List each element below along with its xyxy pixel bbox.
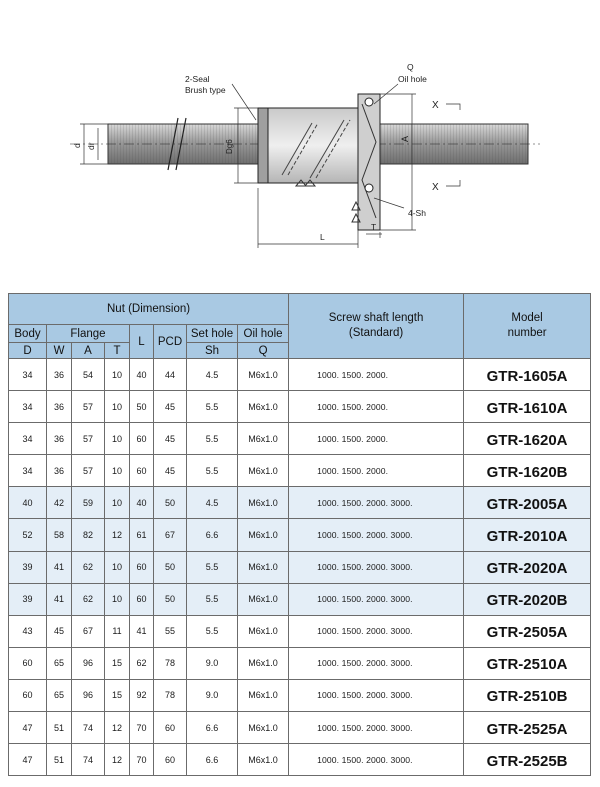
flange-t-cell: 15 bbox=[105, 647, 130, 679]
body-d-cell: 40 bbox=[9, 487, 47, 519]
body-d-cell: 52 bbox=[9, 519, 47, 551]
set-hole-cell: 4.5 bbox=[187, 359, 238, 391]
model-number-cell: GTR-1605A bbox=[464, 359, 591, 391]
oil-hole-cell: M6x1.0 bbox=[238, 487, 289, 519]
model-number-cell: GTR-1620A bbox=[464, 423, 591, 455]
pcd-header: PCD bbox=[154, 325, 187, 359]
flange-a-cell: 62 bbox=[72, 583, 105, 615]
model-number-cell: GTR-2005A bbox=[464, 487, 591, 519]
flange-t-cell: 10 bbox=[105, 551, 130, 583]
nut-dimension-header: Nut (Dimension) bbox=[9, 294, 289, 325]
flange-a-cell: 67 bbox=[72, 615, 105, 647]
set-hole-cell: 5.5 bbox=[187, 391, 238, 423]
body-d-cell: 34 bbox=[9, 359, 47, 391]
flange-a-cell: 57 bbox=[72, 455, 105, 487]
pcd-cell: 55 bbox=[154, 615, 187, 647]
seal-label-line1: 2-Seal bbox=[185, 74, 210, 84]
pcd-cell: 60 bbox=[154, 744, 187, 776]
table-row bbox=[9, 615, 591, 647]
set-hole-cell: 5.5 bbox=[187, 583, 238, 615]
oil-hole-label: Oil hole bbox=[398, 74, 427, 84]
flange-w-cell: 51 bbox=[47, 712, 72, 744]
set-hole-cell: 5.5 bbox=[187, 455, 238, 487]
length-l-cell: 60 bbox=[130, 455, 154, 487]
seal-label-line2: Brush type bbox=[185, 85, 226, 95]
model-line2: number bbox=[507, 327, 547, 339]
d-label: d bbox=[72, 143, 82, 148]
model-number-header bbox=[464, 294, 591, 359]
ball-screw-technical-drawing bbox=[0, 0, 600, 270]
screw-shaft-length-header bbox=[289, 294, 464, 359]
body-d-cell: 60 bbox=[9, 679, 47, 711]
flange-a-cell: 59 bbox=[72, 487, 105, 519]
screw-length-cell: 1000. 1500. 2000. bbox=[289, 391, 464, 423]
set-hole-header: Set hole bbox=[187, 325, 238, 343]
flange-a-cell: 74 bbox=[72, 712, 105, 744]
set-hole-cell: 6.6 bbox=[187, 712, 238, 744]
ball-nut bbox=[258, 94, 380, 230]
flange-t-cell: 10 bbox=[105, 583, 130, 615]
table-row bbox=[9, 744, 591, 776]
table-row bbox=[9, 359, 591, 391]
set-hole-cell: 9.0 bbox=[187, 647, 238, 679]
q-symbol-header: Q bbox=[238, 343, 289, 359]
length-l-cell: 40 bbox=[130, 487, 154, 519]
l-label: L bbox=[320, 232, 325, 242]
flange-header: Flange bbox=[47, 325, 130, 343]
oil-hole-cell: M6x1.0 bbox=[238, 455, 289, 487]
set-hole-cell: 6.6 bbox=[187, 519, 238, 551]
flange-w-cell: 36 bbox=[47, 391, 72, 423]
body-d-cell: 47 bbox=[9, 712, 47, 744]
q-label: Q bbox=[407, 62, 414, 72]
d-symbol-header: D bbox=[9, 343, 47, 359]
screw-length-cell: 1000. 1500. 2000. 3000. bbox=[289, 679, 464, 711]
oil-hole-cell: M6x1.0 bbox=[238, 744, 289, 776]
oil-hole-cell: M6x1.0 bbox=[238, 391, 289, 423]
model-number-cell: GTR-2525B bbox=[464, 744, 591, 776]
flange-t-cell: 10 bbox=[105, 487, 130, 519]
screw-length-cell: 1000. 1500. 2000. 3000. bbox=[289, 744, 464, 776]
flange-t-cell: 12 bbox=[105, 519, 130, 551]
a-label: A bbox=[400, 135, 410, 142]
flange-w-cell: 65 bbox=[47, 679, 72, 711]
table-row bbox=[9, 391, 591, 423]
oil-hole-cell: M6x1.0 bbox=[238, 583, 289, 615]
flange-a-cell: 82 bbox=[72, 519, 105, 551]
body-d-cell: 39 bbox=[9, 583, 47, 615]
model-number-cell: GTR-2020B bbox=[464, 583, 591, 615]
flange-w-cell: 58 bbox=[47, 519, 72, 551]
flange-w-cell: 36 bbox=[47, 455, 72, 487]
model-number-cell: GTR-1620B bbox=[464, 455, 591, 487]
flange-w-cell: 36 bbox=[47, 359, 72, 391]
oil-hole-cell: M6x1.0 bbox=[238, 647, 289, 679]
pcd-cell: 67 bbox=[154, 519, 187, 551]
oil-hole-cell: M6x1.0 bbox=[238, 551, 289, 583]
body-d-cell: 39 bbox=[9, 551, 47, 583]
t-label: T bbox=[371, 222, 377, 232]
specification-rows bbox=[9, 359, 591, 776]
screw-length-cell: 1000. 1500. 2000. bbox=[289, 359, 464, 391]
flange-w-cell: 42 bbox=[47, 487, 72, 519]
flange-a-cell: 54 bbox=[72, 359, 105, 391]
set-hole-cell: 6.6 bbox=[187, 744, 238, 776]
flange-w-cell: 65 bbox=[47, 647, 72, 679]
table-row bbox=[9, 712, 591, 744]
screw-length-line1: Screw shaft length bbox=[328, 312, 424, 324]
length-l-cell: 60 bbox=[130, 423, 154, 455]
table-row bbox=[9, 583, 591, 615]
body-d-cell: 43 bbox=[9, 615, 47, 647]
four-sh-label: 4-Sh bbox=[408, 208, 426, 218]
table-row bbox=[9, 679, 591, 711]
oil-hole-cell: M6x1.0 bbox=[238, 712, 289, 744]
a-symbol-header: A bbox=[72, 343, 105, 359]
w-symbol-header: W bbox=[47, 343, 72, 359]
length-l-cell: 50 bbox=[130, 391, 154, 423]
screw-length-cell: 1000. 1500. 2000. 3000. bbox=[289, 712, 464, 744]
pcd-cell: 78 bbox=[154, 647, 187, 679]
pcd-cell: 50 bbox=[154, 583, 187, 615]
screw-length-cell: 1000. 1500. 2000. 3000. bbox=[289, 519, 464, 551]
flange-a-cell: 74 bbox=[72, 744, 105, 776]
flange-t-cell: 12 bbox=[105, 712, 130, 744]
model-number-cell: GTR-1610A bbox=[464, 391, 591, 423]
length-l-cell: 61 bbox=[130, 519, 154, 551]
screw-length-cell: 1000. 1500. 2000. 3000. bbox=[289, 551, 464, 583]
pcd-cell: 45 bbox=[154, 391, 187, 423]
pcd-cell: 50 bbox=[154, 487, 187, 519]
t-symbol-header: T bbox=[105, 343, 130, 359]
length-l-cell: 40 bbox=[130, 359, 154, 391]
oil-hole-cell: M6x1.0 bbox=[238, 679, 289, 711]
screw-length-cell: 1000. 1500. 2000. 3000. bbox=[289, 583, 464, 615]
flange-t-cell: 10 bbox=[105, 391, 130, 423]
oil-hole-cell: M6x1.0 bbox=[238, 615, 289, 647]
flange-w-cell: 36 bbox=[47, 423, 72, 455]
flange-w-cell: 45 bbox=[47, 615, 72, 647]
length-l-cell: 41 bbox=[130, 615, 154, 647]
screw-length-cell: 1000. 1500. 2000. 3000. bbox=[289, 487, 464, 519]
length-l-cell: 70 bbox=[130, 744, 154, 776]
set-hole-cell: 5.5 bbox=[187, 551, 238, 583]
length-l-cell: 60 bbox=[130, 551, 154, 583]
specification-table bbox=[8, 293, 591, 776]
model-number-cell: GTR-2020A bbox=[464, 551, 591, 583]
body-d-cell: 34 bbox=[9, 423, 47, 455]
flange-t-cell: 12 bbox=[105, 744, 130, 776]
dg6-label: Dg6 bbox=[225, 139, 234, 154]
pcd-cell: 50 bbox=[154, 551, 187, 583]
pcd-cell: 45 bbox=[154, 455, 187, 487]
screw-length-line2: (Standard) bbox=[348, 327, 404, 339]
flange-w-cell: 41 bbox=[47, 551, 72, 583]
set-hole-cell: 5.5 bbox=[187, 615, 238, 647]
screw-length-cell: 1000. 1500. 2000. 3000. bbox=[289, 647, 464, 679]
oil-hole-cell: M6x1.0 bbox=[238, 359, 289, 391]
pcd-cell: 78 bbox=[154, 679, 187, 711]
flange-t-cell: 10 bbox=[105, 359, 130, 391]
model-number-cell: GTR-2010A bbox=[464, 519, 591, 551]
length-l-cell: 92 bbox=[130, 679, 154, 711]
pcd-cell: 60 bbox=[154, 712, 187, 744]
oil-hole-cell: M6x1.0 bbox=[238, 423, 289, 455]
body-d-cell: 34 bbox=[9, 455, 47, 487]
length-l-cell: 62 bbox=[130, 647, 154, 679]
body-d-cell: 34 bbox=[9, 391, 47, 423]
model-number-cell: GTR-2525A bbox=[464, 712, 591, 744]
screw-length-cell: 1000. 1500. 2000. bbox=[289, 423, 464, 455]
pcd-cell: 44 bbox=[154, 359, 187, 391]
flange-t-cell: 15 bbox=[105, 679, 130, 711]
flange-a-cell: 96 bbox=[72, 647, 105, 679]
x-bottom-label: X bbox=[432, 182, 439, 193]
dr-label: dr bbox=[86, 142, 96, 150]
model-number-cell: GTR-2510B bbox=[464, 679, 591, 711]
model-number-cell: GTR-2505A bbox=[464, 615, 591, 647]
oil-hole-cell: M6x1.0 bbox=[238, 519, 289, 551]
table-row bbox=[9, 455, 591, 487]
flange-w-cell: 51 bbox=[47, 744, 72, 776]
table-row bbox=[9, 647, 591, 679]
table-row bbox=[9, 551, 591, 583]
set-hole-cell: 5.5 bbox=[187, 423, 238, 455]
model-line1: Model bbox=[511, 312, 543, 324]
flange-t-cell: 10 bbox=[105, 455, 130, 487]
set-hole-cell: 9.0 bbox=[187, 679, 238, 711]
set-hole-cell: 4.5 bbox=[187, 487, 238, 519]
flange-t-cell: 11 bbox=[105, 615, 130, 647]
x-top-label: X bbox=[432, 100, 439, 111]
body-header: Body bbox=[9, 325, 47, 343]
model-number-cell: GTR-2510A bbox=[464, 647, 591, 679]
screw-length-cell: 1000. 1500. 2000. 3000. bbox=[289, 615, 464, 647]
body-d-cell: 60 bbox=[9, 647, 47, 679]
length-l-cell: 60 bbox=[130, 583, 154, 615]
screw-length-cell: 1000. 1500. 2000. bbox=[289, 455, 464, 487]
length-l-cell: 70 bbox=[130, 712, 154, 744]
flange-t-cell: 10 bbox=[105, 423, 130, 455]
table-row bbox=[9, 519, 591, 551]
oil-hole-header: Oil hole bbox=[238, 325, 289, 343]
sh-symbol-header: Sh bbox=[187, 343, 238, 359]
table-row bbox=[9, 487, 591, 519]
table-row bbox=[9, 423, 591, 455]
l-header: L bbox=[130, 325, 154, 359]
flange-w-cell: 41 bbox=[47, 583, 72, 615]
body-d-cell: 47 bbox=[9, 744, 47, 776]
flange-a-cell: 57 bbox=[72, 391, 105, 423]
flange-a-cell: 62 bbox=[72, 551, 105, 583]
flange-a-cell: 96 bbox=[72, 679, 105, 711]
flange-a-cell: 57 bbox=[72, 423, 105, 455]
pcd-cell: 45 bbox=[154, 423, 187, 455]
